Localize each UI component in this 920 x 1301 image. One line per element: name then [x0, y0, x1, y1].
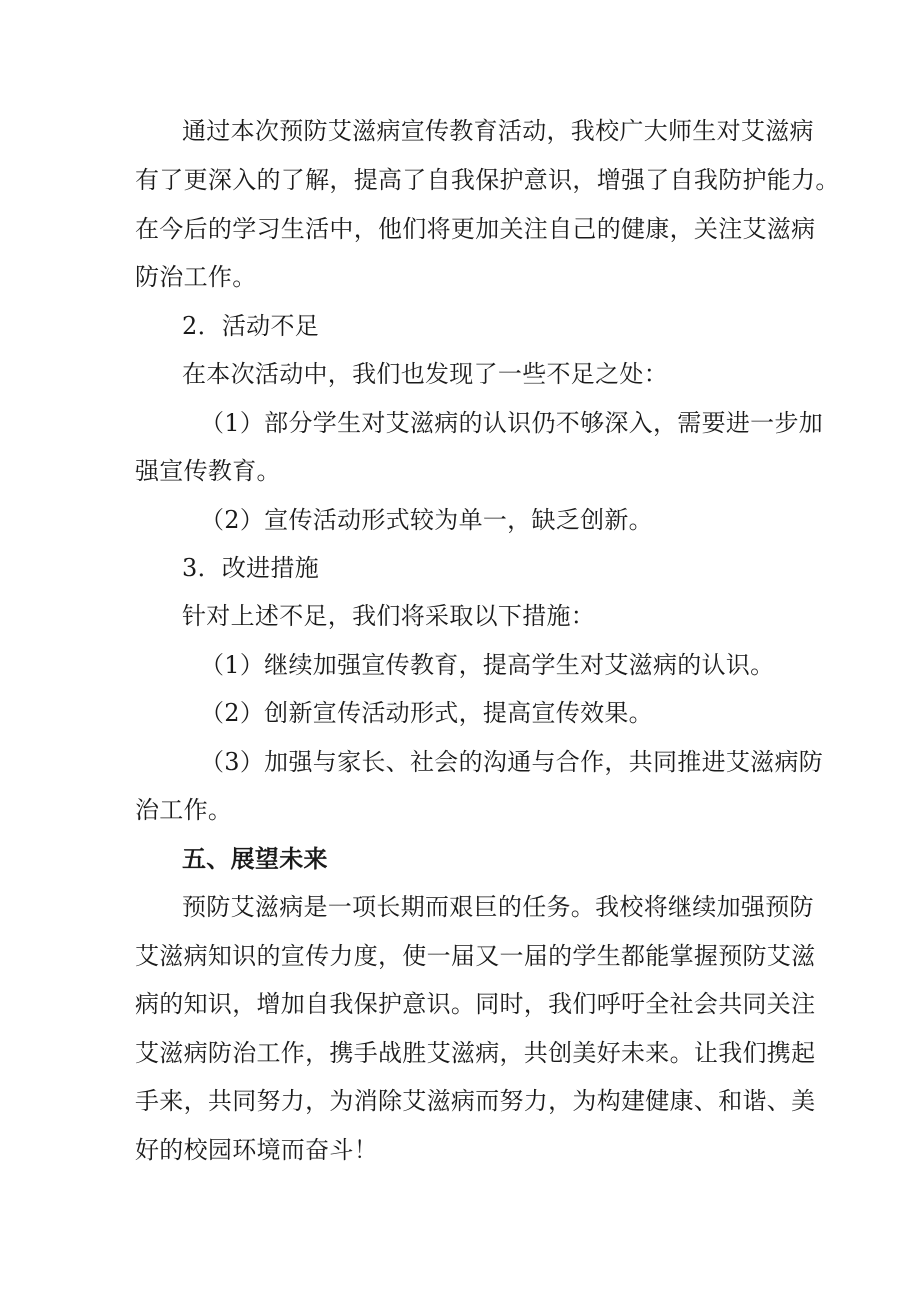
section-heading-5: 五、展望未来	[182, 845, 328, 873]
paragraph-line: 防治工作。	[135, 263, 257, 291]
paragraph-line: 预防艾滋病是一项长期而艰巨的任务。我校将继续加强预防	[182, 893, 814, 921]
paragraph-line: 有了更深入的了解，提高了自我保护意识，增强了自我防护能力。	[135, 166, 840, 194]
paragraph-line: 病的知识，增加自我保护意识。同时，我们呼吁全社会共同关注	[135, 990, 816, 1018]
paragraph-line: 好的校园环境而奋斗！	[135, 1136, 378, 1164]
paragraph-line: 通过本次预防艾滋病宣传教育活动，我校广大师生对艾滋病	[182, 117, 814, 145]
paragraph-line: 强宣传教育。	[135, 457, 281, 485]
paragraph-line: 针对上述不足，我们将采取以下措施：	[182, 602, 596, 630]
paragraph-line: 艾滋病知识的宣传力度，使一届又一届的学生都能掌握预防艾滋	[135, 942, 816, 970]
list-item: （1）继续加强宣传教育，提高学生对艾滋病的认识。	[200, 651, 775, 679]
paragraph-line: 艾滋病防治工作，携手战胜艾滋病，共创美好未来。让我们携起	[135, 1039, 816, 1067]
section-heading-3: 3．改进措施	[182, 554, 320, 582]
paragraph-line: 治工作。	[135, 796, 233, 824]
paragraph-line: 手来，共同努力，为消除艾滋病而努力，为构建健康、和谐、美	[135, 1087, 816, 1115]
paragraph-line: 在今后的学习生活中，他们将更加关注自己的健康，关注艾滋病	[135, 215, 816, 243]
list-item: （1）部分学生对艾滋病的认识仍不够深入，需要进一步加	[200, 409, 824, 437]
section-heading-2: 2．活动不足	[182, 312, 320, 340]
list-item: （2）宣传活动形式较为单一，缺乏创新。	[200, 506, 653, 534]
list-item: （2）创新宣传活动形式，提高宣传效果。	[200, 699, 653, 727]
list-item: （3）加强与家长、社会的沟通与合作，共同推进艾滋病防	[200, 748, 824, 776]
paragraph-line: 在本次活动中，我们也发现了一些不足之处：	[182, 360, 668, 388]
